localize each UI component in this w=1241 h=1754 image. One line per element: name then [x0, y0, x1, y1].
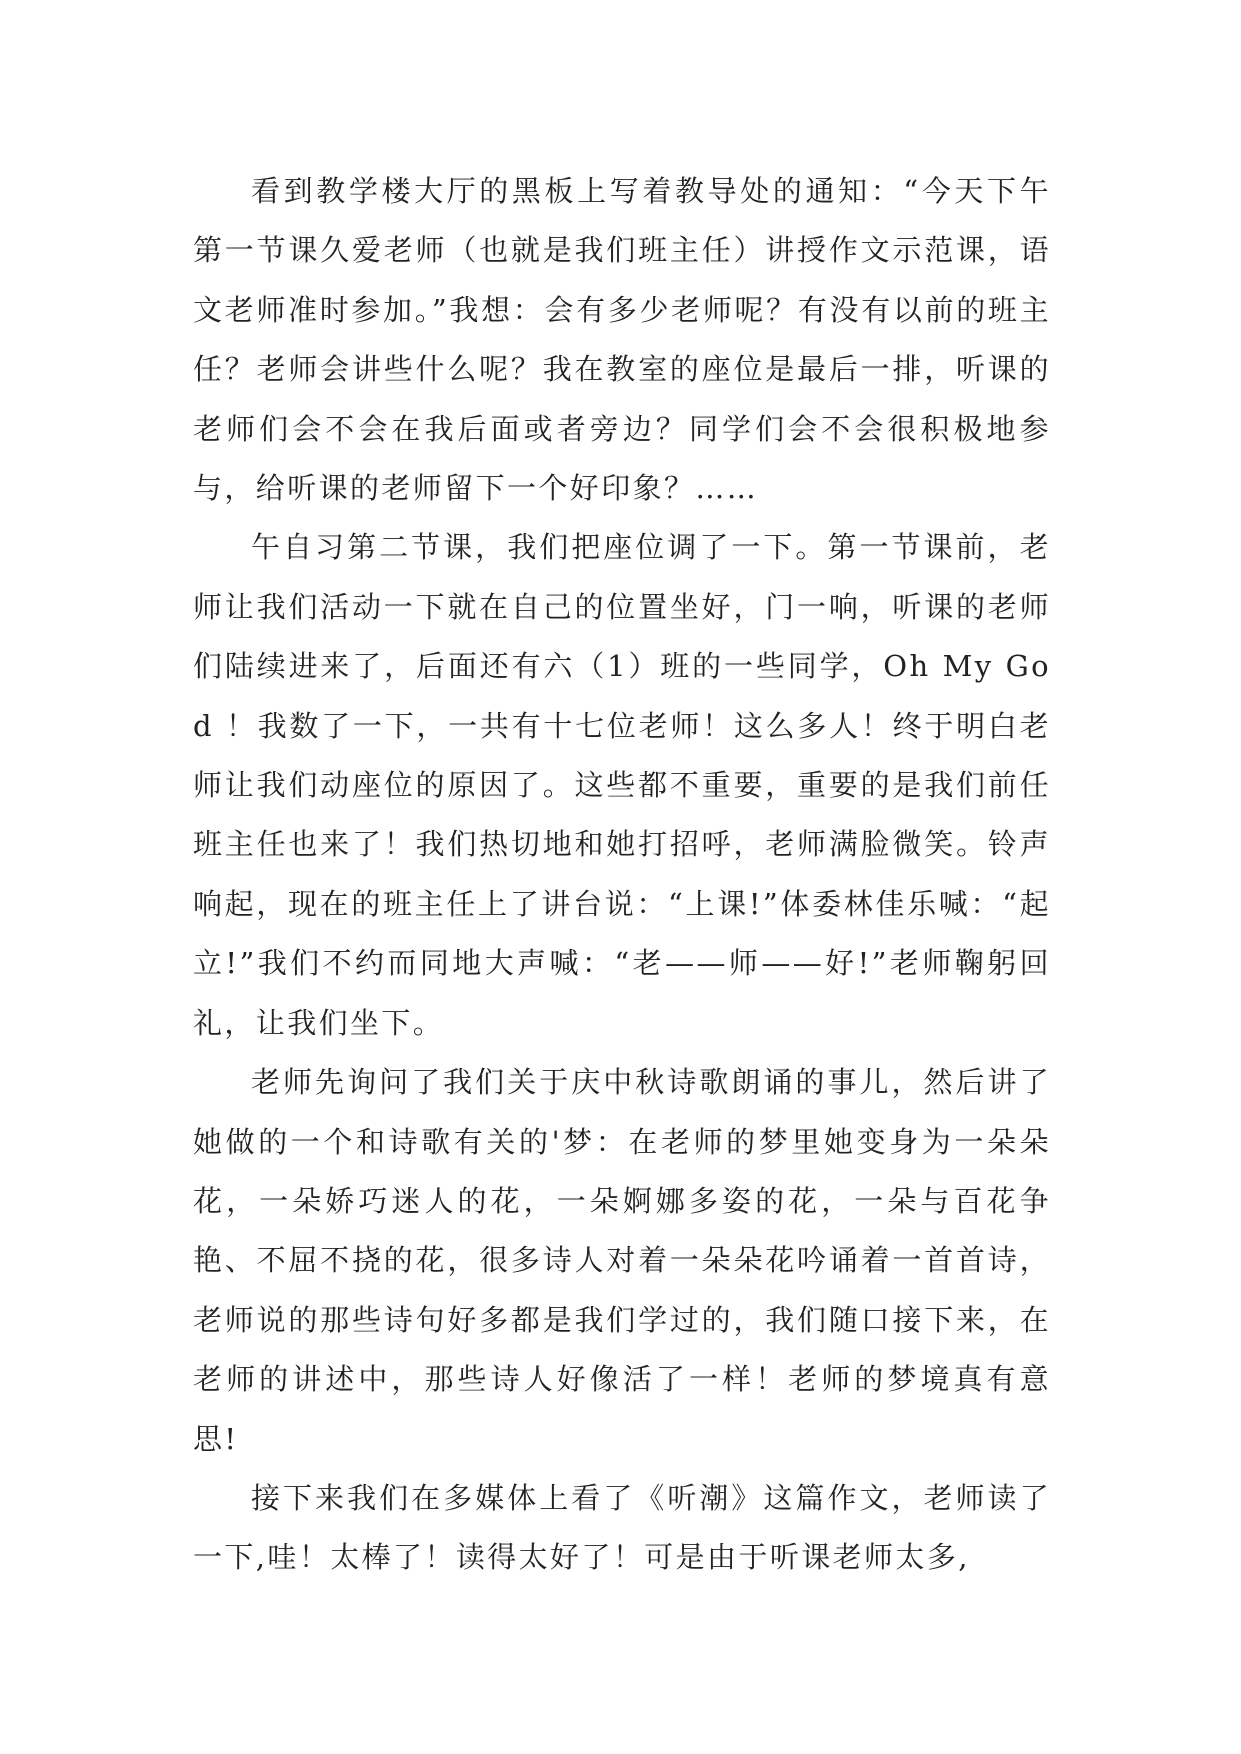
paragraph-2: 午自习第二节课，我们把座位调了一下。第一节课前，老师让我们活动一下就在自己的位置坐好，门一响，听课的老师们陆续进来了，后面还有六（1）班的一些同学，Oh My God ！我数了一下，一共有十七位老师！这么多人！终于明白老师让我们动座位的原因了。这些都不重要，重要的是我们前任班主任也来了！我们热切地和她打招呼，老师满脸微笑。铃声响起，现在的班主任上了讲台说：“上课!”体委林佳乐喊：“起立!”我们不约而同地大声喊：“老——师——好!”老师鞠躬回礼，让我们坐下。 [193, 530, 1051, 1040]
paragraph-4: 接下来我们在多媒体上看了《听潮》这篇作文，老师读了一下,哇！太棒了！读得太好了！可是由于听课老师太多, [193, 1480, 1051, 1575]
paragraph-3: 老师先询问了我们关于庆中秋诗歌朗诵的事儿，然后讲了她做的一个和诗歌有关的'梦：在老师的梦里她变身为一朵朵花，一朵娇巧迷人的花，一朵婀娜多姿的花，一朵与百花争艳、不屈不挠的花，很多诗人对着一朵朵花吟诵着一首首诗，老师说的那些诗句好多都是我们学过的，我们随口接下来，在老师的讲述中，那些诗人好像活了一样！老师的梦境真有意思! [193, 1065, 1051, 1456]
paragraph-1: 看到教学楼大厅的黑板上写着教导处的通知：“今天下午第一节课久爱老师（也就是我们班主任）讲授作文示范课，语文老师准时参加。”我想：会有多少老师呢？有没有以前的班主任？老师会讲些什么呢？我在教室的座位是最后一排，听课的老师们会不会在我后面或者旁边？同学们会不会很积极地参与，给听课的老师留下一个好印象？…… [193, 174, 1051, 506]
document-body [193, 162, 1051, 1588]
